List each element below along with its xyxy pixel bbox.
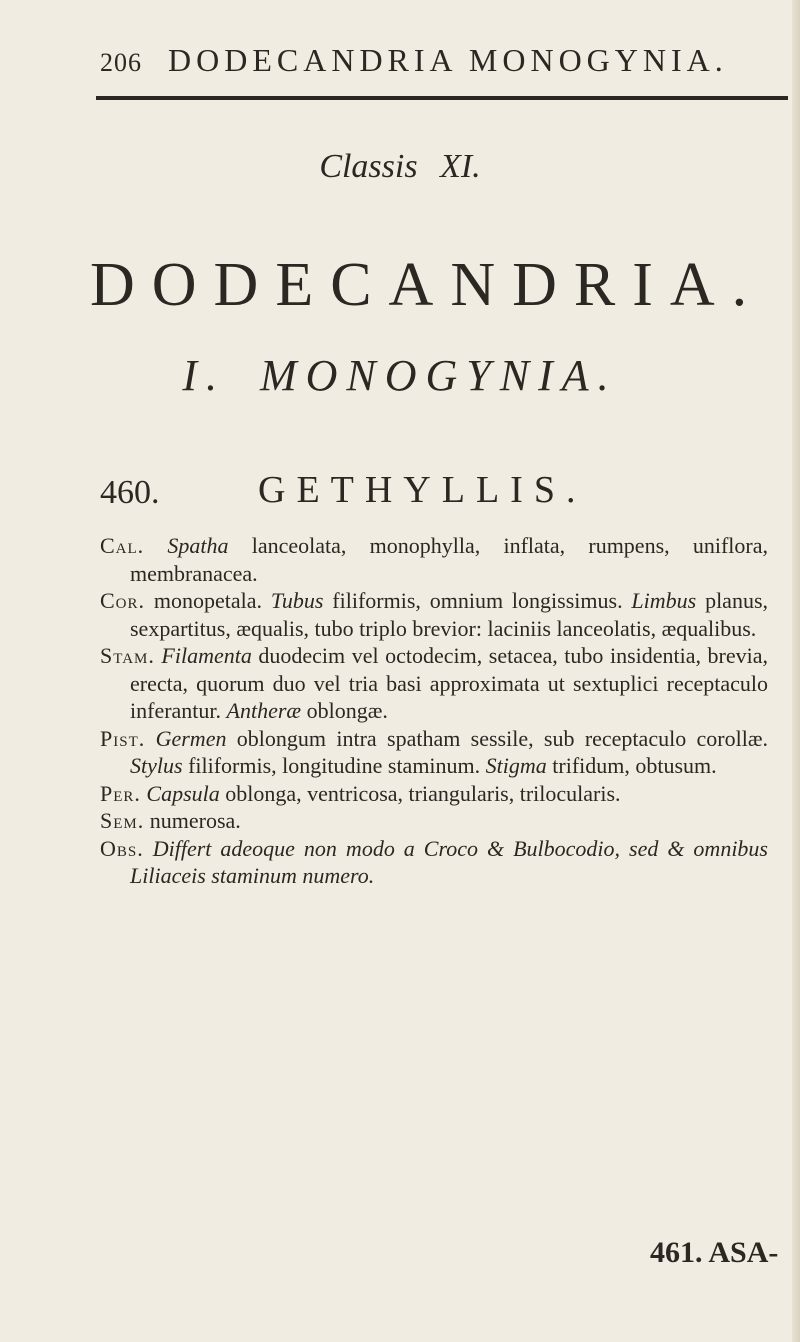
description-entry [100, 642, 768, 725]
entry-key: Stam. [100, 643, 155, 668]
genus-heading [100, 468, 750, 518]
entry-text: filiformis, longitudine staminum. [182, 753, 486, 778]
entry-text: duodecim vel octodecim, setacea, tubo insidentia, brevia, erecta, quorum duo vel tria basi approximata ut sextuplici receptaculo inferantur. [130, 643, 768, 723]
description-entry [100, 725, 768, 780]
entry-term: Germen [155, 725, 227, 751]
genus-number: 460. [100, 474, 160, 511]
entry-term: Capsula [146, 780, 220, 806]
entry-term: Differt adeoque non modo a Croco & Bulbocodio, sed & omnibus Liliaceis staminum numero. [130, 835, 768, 888]
genus-name: GETHYLLIS. [258, 469, 587, 511]
page-edge-shadow [792, 0, 800, 1342]
page-number: 206 [100, 48, 142, 77]
running-head [100, 40, 740, 80]
description-entry [100, 835, 768, 890]
description-entry [100, 807, 768, 835]
order-name-heading: I. MONOGYNIA. [182, 351, 618, 400]
entry-text: oblongæ. [301, 698, 388, 723]
entry-key: Cal. [100, 533, 145, 558]
entry-text: lanceolata, monophylla, inflata, rumpens, uniflora, membranacea. [130, 533, 768, 586]
entry-text: filiformis, omnium longissimus. [323, 588, 632, 613]
description-entry [100, 532, 768, 587]
entry-term: Limbus [631, 588, 697, 613]
entry-term: Stigma [485, 753, 547, 778]
entry-text: oblonga, ventricosa, triangularis, trilocularis. [219, 780, 621, 806]
class-name-heading: DODECANDRIA. [90, 251, 765, 319]
entry-term: Stylus [130, 753, 183, 778]
description-entry [100, 780, 768, 808]
entry-text: oblongum intra spatham sessile, sub receptaculo corollæ. [226, 725, 769, 751]
entry-key: Per. [100, 780, 141, 806]
entry-text: numerosa. [149, 808, 241, 833]
entry-text: monopetala. [153, 588, 271, 613]
header-rule [96, 96, 788, 100]
entry-key: Cor. [100, 588, 146, 613]
entry-text: planus, sexpartitus, æqualis, tubo triplo brevior: laciniis lanceolatis, æqualibus. [130, 588, 769, 641]
entry-term: Spatha [167, 533, 229, 558]
entry-key: Sem. [100, 808, 145, 833]
catchword: 461. ASA- [650, 1236, 779, 1269]
entry-term: Antheræ [226, 698, 302, 723]
entry-term: Filamenta [161, 643, 252, 668]
classis-heading: Classis XI. [319, 148, 481, 185]
entry-text: trifidum, obtusum. [546, 753, 717, 778]
entry-term: Tubus [270, 588, 324, 613]
running-title: DODECANDRIA MONOGYNIA. [168, 42, 728, 78]
genus-description [100, 532, 768, 890]
description-entry [100, 587, 768, 642]
entry-key: Obs. [100, 835, 144, 861]
entry-key: Pist. [100, 725, 146, 751]
